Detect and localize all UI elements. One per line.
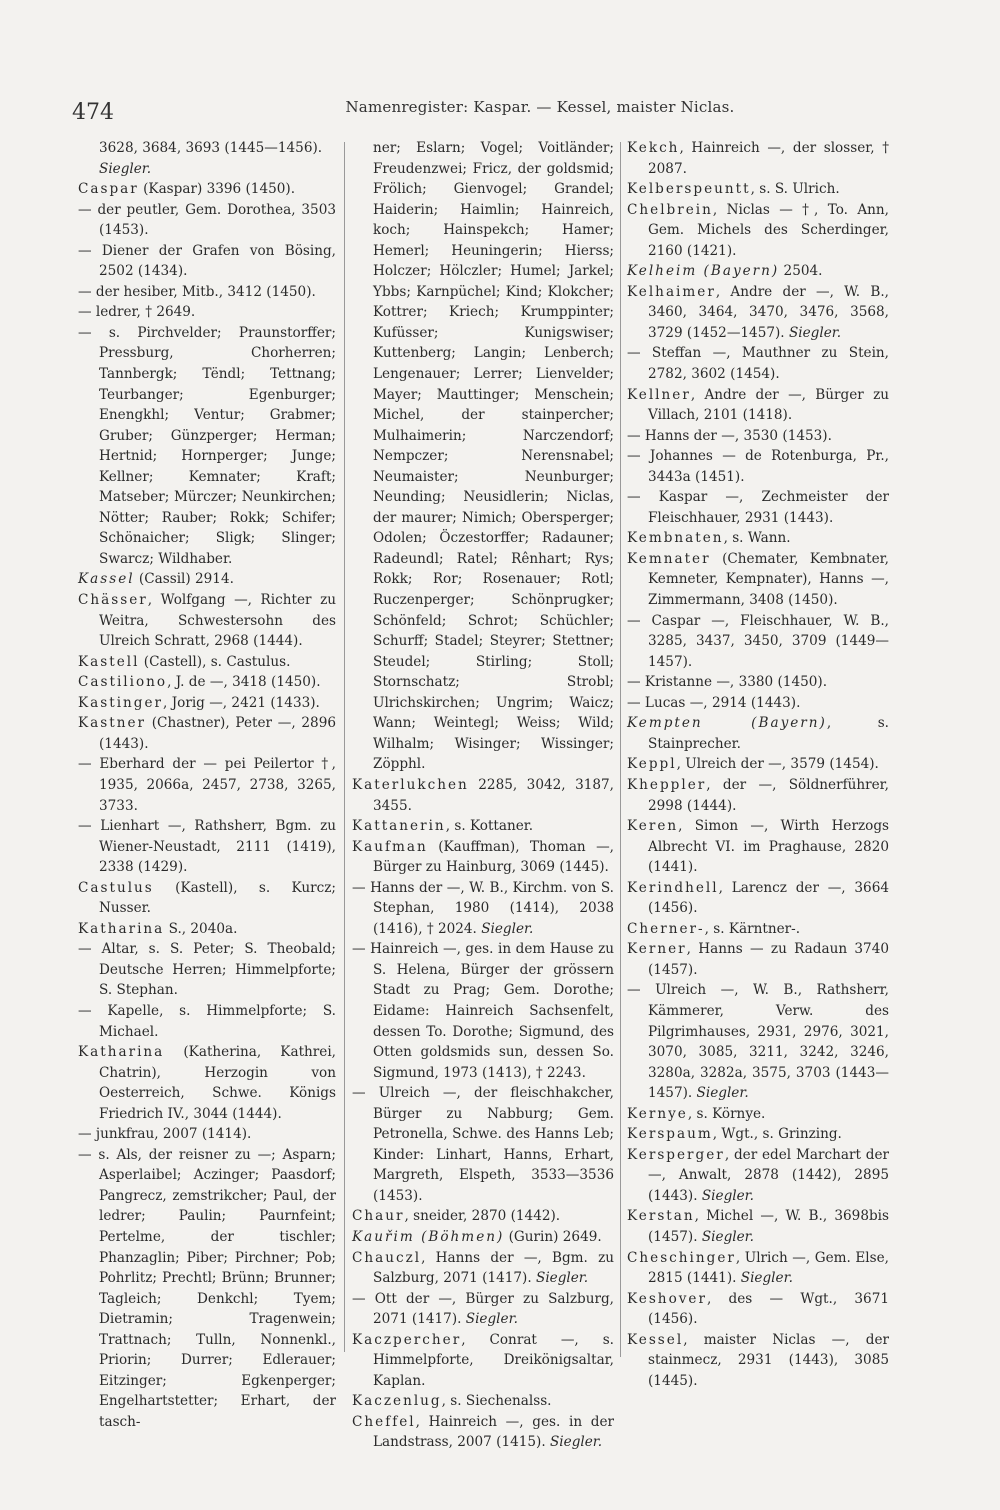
index-entry <box>78 1042 336 1124</box>
index-entry <box>78 878 336 919</box>
index-entry <box>78 1124 336 1145</box>
entry-text: , sneider, 2870 (1442). <box>404 1208 561 1225</box>
entry-text: — Lucas —, 2914 (1443). <box>627 694 801 711</box>
entry-headword: Keshover <box>627 1290 707 1307</box>
index-entry <box>78 754 336 816</box>
entry-text: , Wolfgang —, Richter zu Weitra, Schwestersohn des Ulreich Schratt, 2968 (1444). <box>99 592 336 650</box>
index-entry <box>352 1227 614 1248</box>
index-entry <box>627 919 889 940</box>
entry-text: 2285, 3042, 3187, 3455. <box>373 776 614 814</box>
entry-text: — Altar, s. S. Peter; S. Theobald; Deutsche Herren; Himmelpforte; S. Stephan. <box>78 941 336 999</box>
entry-text: — Kapelle, s. Himmelpforte; S. Michael. <box>78 1002 336 1040</box>
entry-headword: Kemnater <box>627 550 711 567</box>
running-head: Namenregister: Kaspar. — Kessel, maister Niclas. <box>345 98 735 116</box>
entry-text: — Lienhart —, Rathsherr, Bgm. zu Wiener-Neustadt, 2111 (1419), 2338 (1429). <box>78 818 336 876</box>
index-entry <box>627 138 889 179</box>
entry-text: — Ott der —, Bürger zu Salzburg, 2071 (1417). <box>352 1290 614 1328</box>
entry-text: , Niclas — †, To. Ann, Gem. Michels des Scherdinger, 2160 (1421). <box>648 201 889 259</box>
entry-text: , s. Stainprecher. <box>648 715 889 752</box>
index-entry <box>352 1083 614 1206</box>
entry-headword: Kerner <box>627 941 687 958</box>
entry-headword: Kastinger <box>78 694 164 711</box>
index-entry <box>627 261 889 282</box>
index-entry <box>352 816 614 837</box>
entry-headword: Kempten (Bayern) <box>627 715 827 732</box>
entry-headword: Kassel <box>78 571 135 588</box>
entry-text: , s. Környe. <box>687 1105 766 1122</box>
entry-text: Siegler. <box>99 160 152 177</box>
index-entry <box>78 590 336 652</box>
entry-headword: Castiliono <box>78 674 168 691</box>
index-entry <box>627 1124 889 1145</box>
index-entry <box>78 693 336 714</box>
page-number: 474 <box>72 100 114 125</box>
entry-text: — Hainreich —, ges. in dem Hause zu S. Helena, Bürger der grössern Stadt zu Prag; Gem. Dorothe; Eidame: Hainreich Sachsenfelt, dessen To. Dorothe; Sigmund, des Otten goldsmids sun, dessen So. Sigmund, 1973 (1413), † 2243. <box>352 941 614 1081</box>
index-entry <box>627 939 889 980</box>
entry-text: (Kaspar) 3396 (1450). <box>138 181 296 198</box>
entry-headword: Chässer <box>78 592 148 609</box>
entry-text: — Steffan —, Mauthner zu Stein, 2782, 3602 (1454). <box>627 345 889 383</box>
entry-headword: Keren <box>627 818 679 835</box>
entry-text: , maister Niclas —, der stainmecz, 2931 (1443), 3085 (1445). <box>648 1331 889 1389</box>
index-entry <box>627 611 889 673</box>
index-entry <box>352 878 614 940</box>
entry-siegler-note: Siegler. <box>481 920 534 937</box>
entry-text: (Katherina, Kathrei, Chatrin), Herzogin von Oesterreich, Schwe. Königs Friedrich IV., 3044 (1444). <box>99 1044 336 1122</box>
entry-text: — Kaspar —, Zechmeister der Fleischhauer, 2931 (1443). <box>627 489 889 526</box>
entry-text: S., 2040a. <box>164 920 238 937</box>
entry-headword: Kekch <box>627 140 680 156</box>
entry-siegler-note: Siegler. <box>788 324 842 341</box>
index-entry <box>352 837 614 878</box>
index-entry <box>627 549 889 611</box>
index-column-1 <box>78 138 336 1432</box>
entry-headword: Katharina <box>78 1044 165 1061</box>
entry-headword: Caspar <box>78 181 139 198</box>
index-entry <box>78 713 336 754</box>
entry-headword: Kastell <box>78 653 140 670</box>
entry-headword: Kernye <box>627 1105 688 1122</box>
index-entry <box>352 1412 614 1453</box>
index-entry <box>352 1248 614 1289</box>
index-entry <box>352 138 614 775</box>
entry-text: , Hanns — zu Radaun 3740 (1457). <box>648 941 889 978</box>
entry-text: , Larencz der —, 3664 (1456). <box>648 879 889 917</box>
index-entry <box>627 282 889 344</box>
entry-text: 2504. <box>779 263 823 280</box>
index-entry <box>627 754 889 775</box>
index-entry <box>352 939 614 1083</box>
entry-headword: Kelheim (Bayern) <box>627 263 780 280</box>
index-entry <box>78 179 336 200</box>
entry-text: , Conrat —, s. Himmelpforte, Dreikönigsaltar, Kaplan. <box>373 1331 614 1389</box>
index-entry <box>627 878 889 919</box>
index-entry <box>627 775 889 816</box>
index-entry <box>78 282 336 303</box>
entry-text: (Cassil) 2914. <box>134 571 234 588</box>
entry-headword: Kattanerin <box>352 818 446 835</box>
entry-siegler-note: Siegler. <box>696 1085 749 1102</box>
entry-text: , Andre der —, Bürger zu Villach, 2101 (1418). <box>648 386 889 424</box>
index-entry <box>627 1206 889 1247</box>
entry-text: — Ulreich —, W. B., Rathsherr, Kämmerer, Verw. des Pilgrimhauses, 2931, 2976, 3021, 3070, 3085, 3211, 3242, 3246, 3280a, 3282a, 3575, 3703 (1443—1457). <box>627 982 889 1102</box>
entry-headword: Kaczpercher <box>352 1331 462 1348</box>
entry-siegler-note: Siegler. <box>549 1434 603 1451</box>
entry-siegler-note: Siegler. <box>740 1270 793 1287</box>
index-entry <box>627 385 889 426</box>
entry-headword: Kheppler <box>627 776 707 793</box>
index-entry <box>627 1289 889 1330</box>
index-entry <box>627 1145 889 1207</box>
index-entry <box>627 487 889 528</box>
entry-text: , der —, Söldnerführer, 2998 (1444). <box>648 776 889 814</box>
entry-text: , s. Siechenalss. <box>441 1393 552 1410</box>
entry-text: (Kauffman), Thoman —, Bürger zu Hainburg, 3069 (1445). <box>373 838 614 876</box>
index-entry <box>627 1248 889 1289</box>
entry-text: (Gurin) 2649. <box>504 1228 602 1245</box>
entry-headword: Kessel <box>627 1331 684 1348</box>
entry-text: , Andre der —, W. B., 3460, 3464, 3470, 3476, 3568, 3729 (1452—1457). <box>648 283 889 341</box>
entry-text: (Castell), s. Castulus. <box>139 653 291 670</box>
entry-text: — der hesiber, Mitb., 3412 (1450). <box>78 283 316 300</box>
index-entry <box>627 343 889 384</box>
entry-text: , s. Wann. <box>723 530 791 547</box>
entry-headword: Kersperger <box>627 1146 725 1163</box>
index-entry <box>78 302 336 323</box>
index-entry <box>627 672 889 693</box>
entry-headword: Kauřim (Böhmen) <box>352 1228 505 1245</box>
entry-text: — Caspar —, Fleischhauer, W. B., 3285, 3437, 3450, 3709 (1449—1457). <box>627 612 889 670</box>
index-entry <box>78 1145 336 1433</box>
entry-headword: Kaufman <box>352 838 428 855</box>
entry-text: , der edel Marchart der —, Anwalt, 2878 (1442), 2895 (1443). <box>648 1146 889 1204</box>
index-column-3 <box>627 138 889 1391</box>
entry-text: — junkfrau, 2007 (1414). <box>78 1126 252 1143</box>
index-entry <box>627 980 889 1103</box>
index-entry <box>78 200 336 241</box>
index-entry <box>627 446 889 487</box>
entry-text: ner; Eslarn; Vogel; Voitländer; Freudenzwei; Fricz, der goldsmid; Frölich; Gienvogel; Grandel; Haiderin; Haimlin; Hainreich, koch; Hainspekch; Hamer; Hemerl; Heuningerin; Hierss; Holczer; Hölczler; Humel; Jarkel; Ybbs; Karnpüchel; Kind; Klokcher; Kottrer; Kriech; Krumppinter; Kufüsser; Kunigswiser; Kuttenberg; Langin; Lenberch; Lengenauer; Lerrer; Lienvelder; Mayer; Mauttinger; Menschein; Michel, der stainpercher; Mulhaimerin; Narczendorf; Nempczer; Nerensnabel; Neumaister; Neunburger; Neunding; Neusidlerin; Niclas, der maurer; Nimich; Obersperger; Odolen; Öczestorffer; Radauner; Radeundl; Ratel; Rênhart; Rys; Rokk; Ror; Rosenauer; Rotl; Ruczenperger; Schönprugker; Schönfeld; Schrot; Schüchler; Schurff; Stadel; Steyrer; Stettner; Steudel; Stirling; Stoll; Stornschatz; Strobl; Ulrichskirchen; Ungrim; Waicz; Wann; Weintegl; Weiss; Wild; Wilhalm; Wisinger; Wissinger; Zöpphl. <box>373 140 614 773</box>
index-entry <box>627 713 889 754</box>
entry-headword: Cheschinger <box>627 1249 736 1266</box>
entry-text: — Kristanne —, 3380 (1450). <box>627 674 828 691</box>
index-entry <box>627 200 889 262</box>
index-entry <box>627 816 889 878</box>
entry-headword: Cheffel <box>352 1413 416 1430</box>
index-entry <box>78 672 336 693</box>
index-entry <box>78 652 336 673</box>
index-entry <box>78 569 336 590</box>
index-entry <box>352 1289 614 1330</box>
index-entry <box>627 1330 889 1392</box>
entry-text: , Hainreich —, ges. in der Landstrass, 2007 (1415). <box>373 1413 614 1451</box>
index-entry <box>78 241 336 282</box>
entry-headword: Kelhaimer <box>627 283 716 300</box>
entry-text: — Hanns der —, 3530 (1453). <box>627 427 832 444</box>
entry-siegler-note: Siegler. <box>701 1228 754 1245</box>
entry-text: , Hainreich —, der slosser, † 2087. <box>648 140 889 177</box>
entry-headword: Kembnaten <box>627 530 724 547</box>
entry-text: , Ulreich der —, 3579 (1454). <box>676 756 879 773</box>
entry-text: , s. Kärntner-. <box>704 920 801 937</box>
entry-text: , Michel —, W. B., 3698bis (1457). <box>648 1208 889 1245</box>
entry-text: (Chastner), Peter —, 2896 (1443). <box>99 715 336 752</box>
entry-text: — Hanns der —, W. B., Kirchm. von S. Stephan, 1980 (1414), 2038 (1416), † 2024. <box>352 879 614 937</box>
index-entry <box>78 159 336 180</box>
entry-text: — Diener der Grafen von Bösing, 2502 (1434). <box>78 242 336 280</box>
entry-text: — s. Als, der reisner zu —; Asparn; Asperlaibel; Aczinger; Paasdorf; Pangrecz, zemstrikcher; Paul, der ledrer; Paulin; Paurnfeint; Pertelme, der tischler; Phanzaglin; Piber; Pirchner; Pob; Pohrlitz; Prechtl; Brünn; Brunner; Tagleich; Denkchl; Tyem; Dietramin; Tragenwein; Trattnach; Tulln, Nonnenkl., Priorin; Durrer; Edlerauer; Eitzinger; Egkenperger; Engelhartstetter; Erhart, der tasch- <box>78 1146 336 1430</box>
column-divider <box>344 142 345 1352</box>
entry-headword: Chauczl <box>352 1249 422 1266</box>
index-entry <box>78 138 336 159</box>
entry-headword: Kerindhell <box>627 879 719 896</box>
index-entry <box>78 323 336 570</box>
entry-text: (Kastell), s. Kurcz; Nusser. <box>99 879 336 917</box>
entry-headword: Keppl <box>627 756 677 773</box>
entry-headword: Kellner <box>627 386 691 403</box>
entry-text: , J. de —, 3418 (1450). <box>167 674 321 691</box>
entry-text: , Wgt., s. Grinzing. <box>712 1126 842 1143</box>
entry-text: — der peutler, Gem. Dorothea, 3503 (1453). <box>78 201 336 239</box>
index-entry <box>627 1104 889 1125</box>
entry-headword: Kelberspeuntt <box>627 181 751 198</box>
entry-text: — s. Pirchvelder; Praunstorffer; Pressburg, Chorherren; Tannbergk; Tëndl; Tettnang; Teurbanger; Egenburger; Enengkhl; Ventur; Grabmer; Gruber; Günzperger; Herman; Hertnid; Hornperger; Junge; Kellner; Kemnater; Kraft; Matseber; Mürczer; Neunkirchen; Nötter; Rauber; Rokk; Schifer; Schönaicher; Sligk; Slinger; Swarcz; Wildhaber. <box>78 324 336 567</box>
entry-siegler-note: Siegler. <box>536 1270 589 1287</box>
index-entry <box>78 1001 336 1042</box>
entry-headword: Katharina <box>78 920 165 937</box>
index-entry <box>78 816 336 878</box>
entry-headword: Katerlukchen <box>352 776 469 793</box>
entry-headword: Kaczenlug <box>352 1393 442 1410</box>
entry-text: , s. Kottaner. <box>445 818 534 835</box>
entry-text: (Chemater, Kembnater, Kemneter, Kempnater), Hanns —, Zimmermann, 3408 (1450). <box>648 550 889 609</box>
index-column-2 <box>352 138 614 1453</box>
entry-text: , Ulrich —, Gem. Else, 2815 (1441). <box>648 1249 889 1287</box>
entry-headword: Chelbrein <box>627 201 713 218</box>
index-entry <box>352 775 614 816</box>
entry-text: , des — Wgt., 3671 (1456). <box>648 1290 889 1328</box>
entry-siegler-note: Siegler. <box>465 1311 518 1328</box>
entry-text: , Jorig —, 2421 (1433). <box>163 694 320 711</box>
index-entry <box>352 1391 614 1412</box>
entry-text: — Eberhard der — pei Peilertor †, 1935, 2066a, 2457, 2738, 3265, 3733. <box>78 756 336 814</box>
entry-text: , Hanns der —, Bgm. zu Salzburg, 2071 (1417). <box>373 1249 614 1287</box>
index-entry <box>627 528 889 549</box>
entry-siegler-note: Siegler. <box>701 1187 754 1204</box>
index-entry <box>78 919 336 940</box>
entry-headword: Kastner <box>78 715 146 732</box>
entry-headword: Kerstan <box>627 1208 695 1225</box>
column-divider <box>620 142 621 1357</box>
index-entry <box>627 179 889 200</box>
entry-headword: Cherner- <box>627 920 705 937</box>
entry-headword: Castulus <box>78 879 154 896</box>
entry-text: , Simon —, Wirth Herzogs Albrecht VI. im Praghause, 2820 (1441). <box>648 818 889 876</box>
entry-text: — Ulreich —, der fleischhakcher, Bürger zu Nabburg; Gem. Petronella, Schwe. des Hanns Leb; Kinder: Linhart, Hanns, Erhart, Margreth, Elspeth, 3533—3536 (1453). <box>352 1085 614 1204</box>
index-entry <box>352 1206 614 1227</box>
entry-text: 3628, 3684, 3693 (1445—1456). <box>99 140 323 156</box>
index-entry <box>352 1330 614 1392</box>
index-entry <box>627 693 889 714</box>
index-entry <box>627 426 889 447</box>
entry-text: — ledrer, † 2649. <box>78 304 196 321</box>
entry-text: , s. S. Ulrich. <box>750 181 840 198</box>
entry-headword: Chaur <box>352 1208 405 1225</box>
entry-headword: Kerspaum <box>627 1126 713 1143</box>
entry-text: — Johannes — de Rotenburga, Pr., 3443a (1451). <box>627 448 889 485</box>
index-entry <box>78 939 336 1001</box>
